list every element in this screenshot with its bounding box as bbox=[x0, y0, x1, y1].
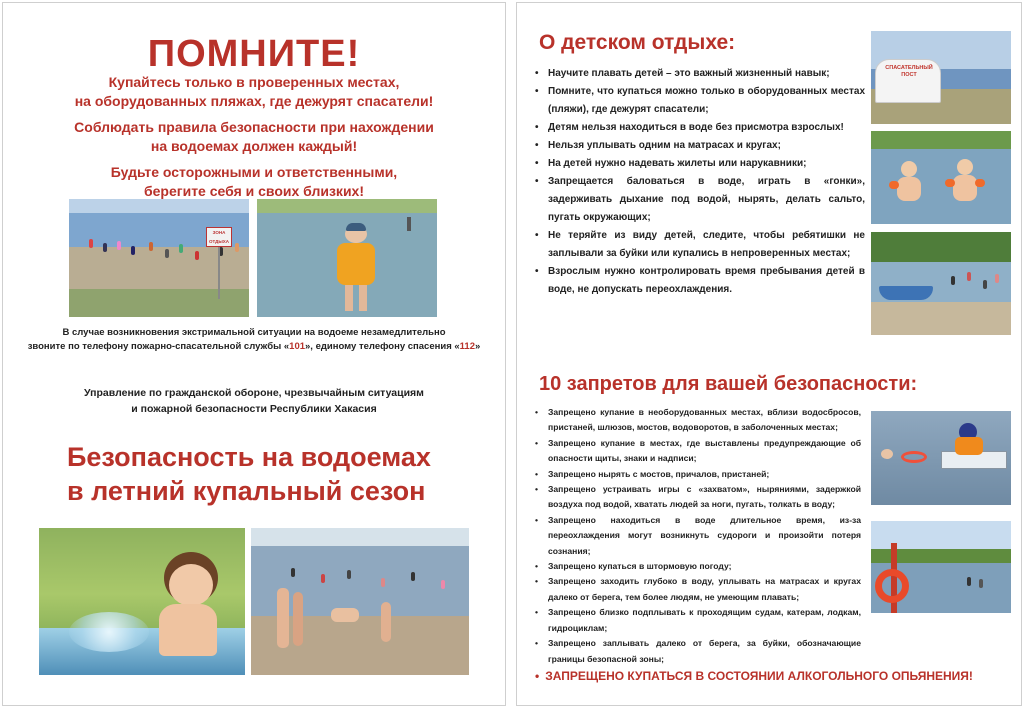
kids-section-title: О детском отдыхе: bbox=[539, 31, 736, 54]
list-item: • Запрещено заплывать далеко от берега, за буйки, обозначающие границы безопасной зоны; bbox=[535, 636, 861, 667]
list-item: • Запрещается баловаться в воде, играть в «гонки», задерживать дыхание под водой, нырять, делать сальто, пугать окружающих; bbox=[535, 173, 865, 227]
list-item: • Нельзя уплывать одним на матрасах и кругах; bbox=[535, 137, 865, 155]
main-title-line: Безопасность на водоемах bbox=[67, 442, 431, 472]
splashing-child-photo bbox=[39, 528, 245, 675]
emergency-line: В случае возникновения экстримальной ситуации на водоеме незамедлительно bbox=[62, 327, 446, 338]
final-ban-notice: • ЗАПРЕЩЕНО КУПАТЬСЯ В СОСТОЯНИИ АЛКОГОЛЬНОГО ОПЬЯНЕНИЯ! bbox=[535, 669, 973, 683]
list-item: • Запрещено находиться в воде длительное время, из-за переохлаждения могут возникнуть судороги и произойти потеря сознания; bbox=[535, 513, 861, 559]
list-item: • Запрещено купание в необорудованных местах, вблизи водосбросов, пристаней, шлюзов, мостов, водоворотов, в заболоченных местах; bbox=[535, 405, 861, 436]
beach-sign: ЗОНА ОТДЫХА bbox=[206, 227, 232, 247]
list-item: • Запрещено купание в местах, где выставлены предупреждающие об опасности щиты, знаки и надписи; bbox=[535, 436, 861, 467]
emergency-number: 112 bbox=[459, 341, 475, 352]
list-item: • Запрещено заходить глубоко в воду, уплывать на матрасах и кругах далеко от берега, тем более людям, не умеющим плавать; bbox=[535, 574, 861, 605]
emergency-notice bbox=[3, 326, 505, 354]
list-item: • Детям нельзя находиться в воде без присмотра взрослых! bbox=[535, 119, 865, 137]
fire-rescue-number: 101 bbox=[289, 341, 306, 352]
list-item: • Взрослым нужно контролировать время пребывания детей в воде, не допускать переохлаждения. bbox=[535, 263, 865, 299]
boat-beach-photo bbox=[871, 232, 1011, 335]
beach-photo bbox=[69, 199, 249, 317]
child-lifevest-photo bbox=[257, 199, 437, 317]
remember-line: берегите себя и своих близких! bbox=[143, 183, 364, 199]
list-item: • Запрещено нырять с мостов, причалов, пристаней; bbox=[535, 467, 861, 482]
right-page bbox=[516, 2, 1022, 706]
list-item: • Запрещено купаться в штормовую погоду; bbox=[535, 559, 861, 574]
emergency-line: звоните по телефону пожарно-спасательной службы «101», единому телефону спасения «112» bbox=[27, 341, 481, 352]
left-page bbox=[2, 2, 506, 706]
crowded-beach-photo bbox=[251, 528, 469, 675]
list-item: • Помните, что купаться можно только в оборудованных местах (пляжи), где дежурят спасатели; bbox=[535, 83, 865, 119]
remember-line: Купайтесь только в проверенных местах, bbox=[108, 74, 400, 90]
remember-title: ПОМНИТЕ! bbox=[147, 33, 361, 75]
remember-text bbox=[3, 73, 505, 201]
list-item: • Запрещено близко подплывать к проходящим судам, катерам, лодкам, гидроциклам; bbox=[535, 605, 861, 636]
main-title bbox=[67, 440, 487, 508]
lifebuoy-photo bbox=[871, 521, 1011, 613]
kids-rules-list bbox=[535, 65, 865, 299]
rescue-post-photo bbox=[871, 31, 1011, 124]
ministry-line: и пожарной безопасности Республики Хакасия bbox=[131, 403, 377, 415]
list-item: • На детей нужно надевать жилеты или нарукавники; bbox=[535, 155, 865, 173]
rescuer-photo bbox=[871, 411, 1011, 505]
remember-line: на водоемах должен каждый! bbox=[150, 138, 358, 154]
ministry-name bbox=[3, 385, 505, 417]
bans-section-title: 10 запретов для вашей безопасности: bbox=[539, 373, 918, 395]
list-item: • Научите плавать детей – это важный жизненный навык; bbox=[535, 65, 865, 83]
kids-armbands-photo bbox=[871, 131, 1011, 224]
remember-line: Соблюдать правила безопасности при нахождении bbox=[74, 119, 434, 135]
list-item: • Запрещено устраивать игры с «захватом», ныряниями, задержкой воздуха под водой, хватать людей за ноги, пугать, толкать в воду; bbox=[535, 482, 861, 513]
rescue-post-sign: СПАСАТЕЛЬНЫЙ ПОСТ bbox=[885, 65, 933, 78]
ministry-line: Управление по гражданской обороне, чрезвычайным ситуациям bbox=[84, 387, 424, 399]
main-title-line: в летний купальный сезон bbox=[67, 476, 426, 506]
list-item: • Не теряйте из виду детей, следите, чтобы ребятишки не заплывали за буйки или купались в непроверенных местах; bbox=[535, 227, 865, 263]
remember-line: на оборудованных пляжах, где дежурят спасатели! bbox=[74, 93, 434, 109]
remember-line: Будьте осторожными и ответственными, bbox=[110, 164, 398, 180]
bans-list bbox=[535, 405, 861, 667]
